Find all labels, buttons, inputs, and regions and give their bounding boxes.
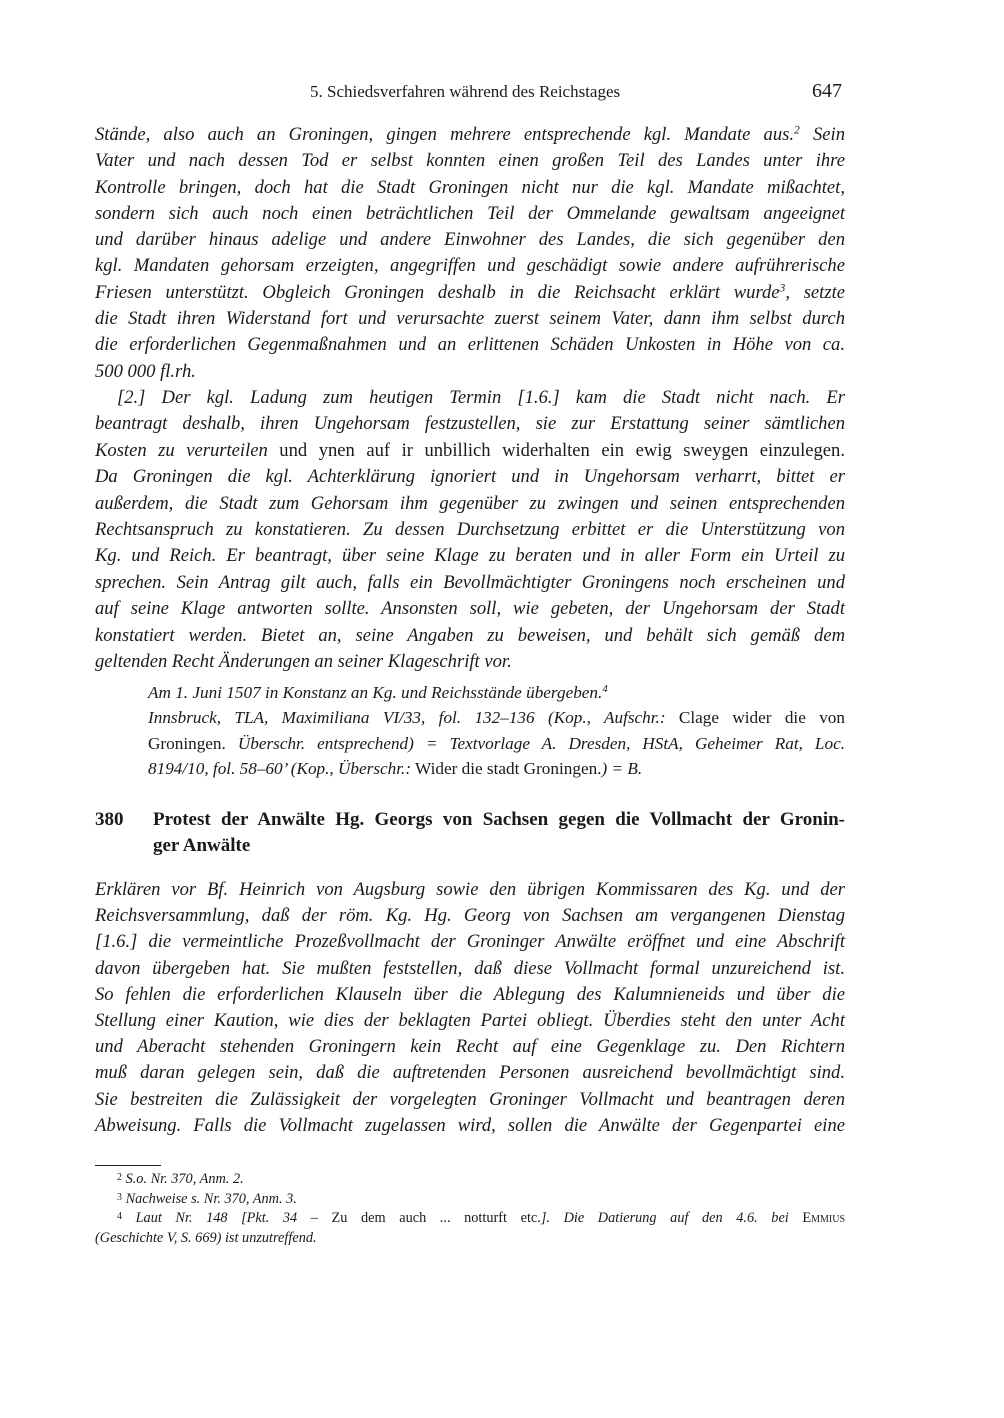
text-line: [95, 903, 845, 929]
text-segment: Vater und nach dessen Tod er selbst konnten einen großen Teil des Landes unter ihre: [95, 150, 845, 172]
text-line: [95, 201, 845, 227]
text-line: [95, 1209, 845, 1229]
text-segment: kgl. Mandaten gehorsam erzeigten, angegriffen und geschädigt sowie andere aufrührerische: [95, 255, 845, 277]
text-segment: Am 1. Juni 1507 in Konstanz an Kg. und Reichsstände übergeben.: [148, 683, 603, 702]
text-line: [148, 705, 845, 730]
text-line: [95, 175, 845, 201]
document-heading: [95, 807, 845, 859]
text-line: [95, 332, 845, 358]
text-line: [95, 1060, 845, 1086]
text-segment: Kg. und Reich. Er beantragt, über seine Klage zu beraten und in aller Form ein Urteil zu: [95, 545, 845, 567]
text-line: [95, 1170, 845, 1190]
text-line: [95, 649, 845, 675]
text-line: [95, 596, 845, 622]
text-line: [148, 680, 845, 705]
text-segment: und ynen auf ir unbillich widerhalten ein ewig sweygen einzulegen.: [267, 439, 845, 461]
text-line: [95, 982, 845, 1008]
text-segment: sondern sich auch noch einen beträchtlichen Teil der Ommelande gewaltsam angeeignet: [95, 202, 845, 224]
text-line: [95, 1113, 845, 1139]
text-segment: Innsbruck, TLA, Maximiliana VI/33, fol. 132–136 (Kop., Aufschr.:: [148, 708, 666, 728]
source-note: [148, 680, 845, 781]
document-title-line: ger Anwälte: [153, 835, 251, 856]
text-line: [95, 929, 845, 955]
text-segment: davon übergeben hat. Sie mußten feststellen, daß diese Vollmacht formal unzureichend ist.: [95, 957, 845, 979]
text-line: [95, 122, 845, 148]
text-segment: Clage wider die von: [665, 708, 845, 728]
note-reference: 3: [117, 1191, 122, 1203]
text-line: [95, 1008, 845, 1034]
text-segment: Nachweise s. Nr. 370, Anm. 3.: [122, 1190, 297, 1207]
text-segment: und darüber hinaus adelige und andere Einwohner des Landes, die sich gegenüber den: [95, 229, 845, 251]
text-line: [95, 1034, 845, 1060]
text-segment: Emmius: [802, 1210, 846, 1226]
text-segment: (Geschichte V, S. 669) ist unzutreffend.: [95, 1229, 317, 1246]
text-segment: beantragt deshalb, ihren Ungehorsam festzustellen, sie zur Erstattung seiner sämtlichen: [95, 413, 845, 435]
text-segment: muß daran gelegen sein, daß die auftretenden Personen ausreichend bevollmächtigt sind.: [95, 1062, 845, 1084]
footnotes: [95, 1170, 845, 1248]
footnote-rule: [95, 1165, 161, 1166]
paragraph-3: [95, 877, 845, 1139]
text-segment: Friesen unterstützt. Obgleich Groningen deshalb in die Reichsacht erklärt wurde: [95, 281, 780, 303]
text-segment: Wider die stadt Groningen.: [411, 758, 602, 778]
text-segment: , setzte: [785, 281, 845, 303]
text-segment: [1.6.] die vermeintliche Prozeßvollmacht der Groninger Anwälte eröffnet und eine Abschrift: [95, 931, 845, 953]
text-segment: Kosten zu verurteilen: [95, 439, 268, 461]
text-segment: So fehlen die erforderlichen Klauseln über die Ablegung des Kalumnieneids und über die: [95, 983, 845, 1005]
paragraph-2: [95, 385, 845, 675]
text-segment: [2.] Der kgl. Ladung zum heutigen Termin [1.6.] kam die Stadt nicht nach. Er: [117, 387, 845, 408]
text-line: [95, 148, 845, 174]
text-segment: Da Groningen die kgl. Achterklärung ignoriert und in Ungehorsam verharrt, bittet er: [95, 466, 845, 488]
text-segment: Erklären vor Bf. Heinrich von Augsburg sowie den übrigen Kommissaren des Kg. und der: [95, 879, 845, 900]
document-number: 380: [95, 809, 124, 830]
text-segment: Stellung einer Kaution, wie dies der beklagten Partei obliegt. Überdies steht den unter Acht: [95, 1010, 845, 1032]
text-segment: die Stadt ihren Widerstand fort und verursachte zuerst seinem Vater, dann ihm selbst durch: [95, 308, 845, 330]
text-line: [95, 359, 845, 385]
text-line: [95, 385, 845, 411]
paragraph-1: [95, 122, 845, 385]
text-segment: ) = B.: [601, 758, 643, 778]
text-line: [95, 464, 845, 490]
text-line: [95, 570, 845, 596]
text-line: [95, 1087, 845, 1113]
text-segment: 8194/10, fol. 58–60’ (Kop., Überschr.:: [148, 758, 412, 778]
text-segment: ]. Die Datierung auf den 4.6. bei: [540, 1210, 803, 1226]
note-reference: 2: [117, 1172, 122, 1183]
document-title-line: Protest der Anwälte Hg. Georgs von Sachsen gegen die Vollmacht der Gronin-: [153, 809, 845, 830]
page-number: 647: [812, 80, 842, 102]
text-line: [95, 253, 845, 279]
text-line: [95, 411, 845, 437]
text-segment: geltenden Recht Änderungen an seiner Klageschrift vor.: [95, 651, 512, 673]
text-segment: außerdem, die Stadt zum Gehorsam ihm gegenüber zu zwingen und seinen entsprechenden: [95, 492, 845, 514]
text-line: [148, 756, 845, 781]
text-segment: Überschr. entsprechend) = Textvorlage A. Dresden, HStA, Geheimer Rat, Loc.: [225, 733, 845, 753]
text-segment: 500 000 fl.rh.: [95, 360, 196, 382]
text-segment: Stände, also auch an Groningen, gingen mehrere entsprechende kgl. Mandate aus.: [95, 124, 795, 145]
text-segment: konstatiert werden. Bietet an, seine Angaben zu beweisen, und behält sich gemäß dem: [95, 624, 845, 646]
text-line: [95, 438, 845, 464]
note-reference: 3: [779, 282, 786, 295]
text-line: [95, 306, 845, 332]
text-line: [95, 623, 845, 649]
text-line: [95, 227, 845, 253]
text-line: [95, 1190, 845, 1210]
text-line: [95, 491, 845, 517]
text-segment: Zu dem auch ... notturft etc.: [317, 1210, 541, 1226]
text-segment: S.o. Nr. 370, Anm. 2.: [122, 1171, 244, 1187]
note-reference: 2: [794, 124, 800, 137]
text-segment: Sie bestreiten die Zulässigkeit der vorgelegten Groninger Vollmacht und beantragen deren: [95, 1088, 845, 1110]
running-title: 5. Schiedsverfahren während des Reichstages: [310, 82, 621, 101]
text-line: [95, 877, 845, 903]
text-line: [95, 280, 845, 306]
text-segment: Groningen.: [148, 733, 226, 753]
text-line: [95, 517, 845, 543]
text-segment: Laut Nr. 148 [Pkt. 34 –: [122, 1210, 318, 1226]
text-segment: Rechtsanspruch zu konstatieren. Zu dessen Durchsetzung erbittet er die Unterstützung von: [95, 519, 845, 541]
text-segment: die erforderlichen Gegenmaßnahmen und an erlittenen Schäden Unkosten in Höhe von ca.: [95, 334, 845, 356]
text-segment: und Aberacht stehenden Groningern kein Recht auf eine Gegenklage zu. Den Richtern: [95, 1036, 845, 1058]
text-line: [95, 1229, 845, 1249]
note-reference: 4: [117, 1211, 122, 1222]
note-reference: 4: [602, 684, 608, 696]
text-line: [148, 731, 845, 756]
text-segment: Reichsversammlung, daß der röm. Kg. Hg. Georg von Sachsen am vergangenen Dienstag: [95, 905, 845, 927]
text-segment: auf seine Klage antworten sollte. Ansonsten soll, wie gebeten, der Ungehorsam der Stadt: [95, 598, 845, 620]
text-segment: Abweisung. Falls die Vollmacht zugelassen wird, sollen die Anwälte der Gegenpartei eine: [95, 1114, 845, 1136]
text-segment: sprechen. Sein Antrag gilt auch, falls ein Bevollmächtigter Groningens noch erscheinen und: [95, 571, 845, 593]
text-segment: Kontrolle bringen, doch hat die Stadt Groningen nicht nur die kgl. Mandate mißachtet,: [95, 176, 845, 198]
text-line: [95, 956, 845, 982]
text-line: [95, 543, 845, 569]
text-segment: Sein: [799, 124, 845, 145]
